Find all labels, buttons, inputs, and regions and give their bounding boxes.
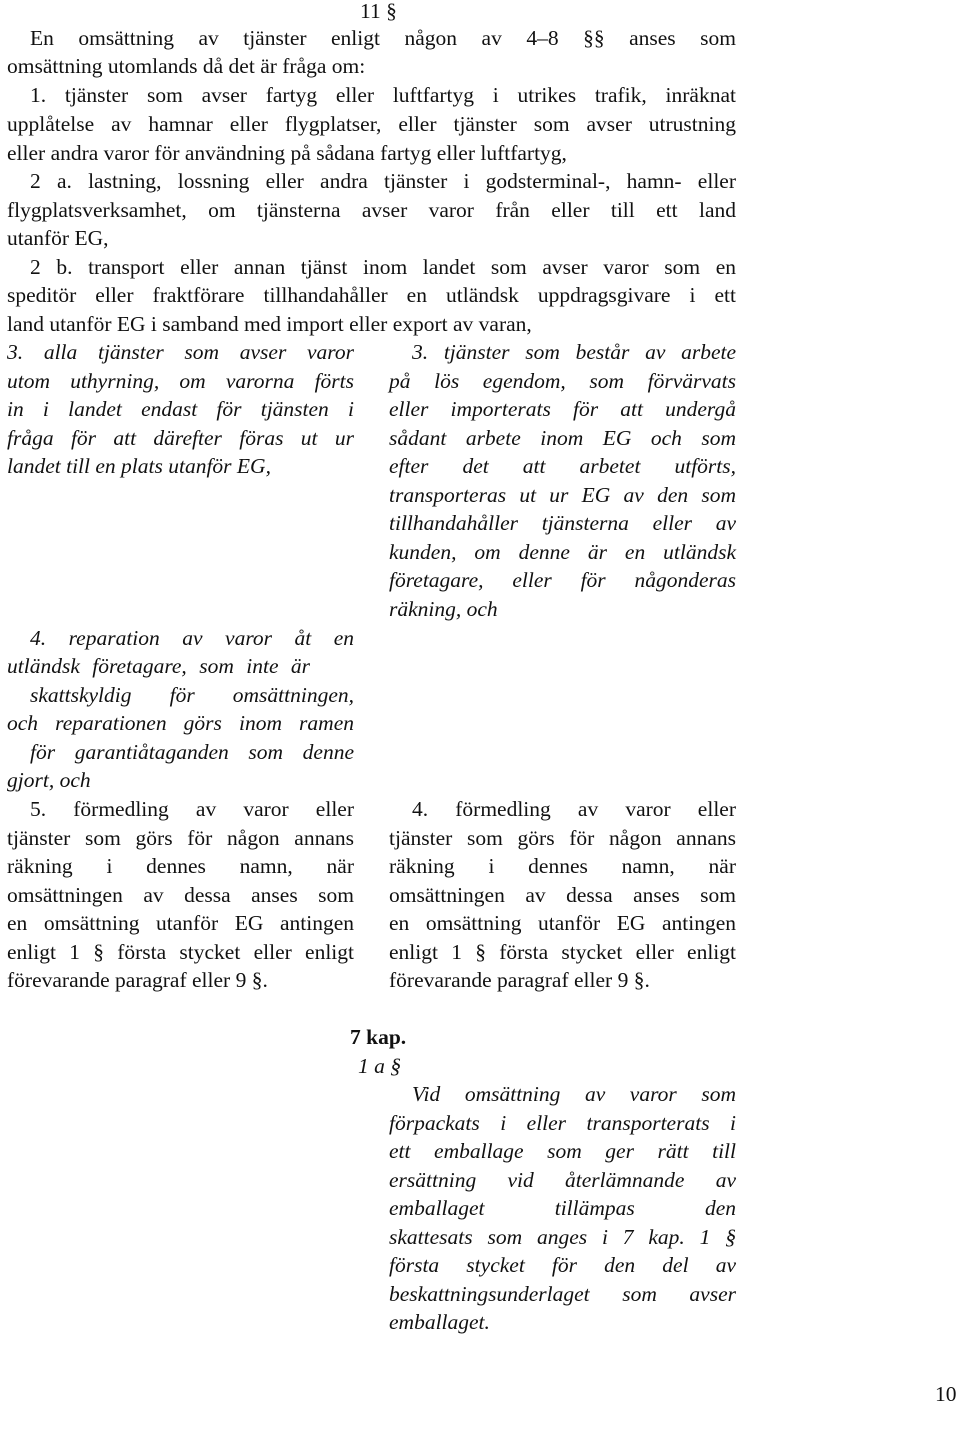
right-item-4-line: 4. förmedling av varor eller: [412, 797, 736, 821]
left-item-3-line: utom uthyrning, om varorna förts: [7, 369, 354, 393]
left-item-5-line: 5. förmedling av varor eller: [30, 797, 354, 821]
chapter-line: emballaget.: [389, 1310, 490, 1334]
intro-line-2: omsättning utomlands då det är fråga om:: [7, 54, 366, 78]
right-item-3-line: företagare, eller för någonderas: [389, 568, 736, 592]
left-item-3-line: fråga för att därefter föras ut ur: [7, 426, 354, 450]
left-item-4-line: för garantiåtaganden som denne: [30, 740, 354, 764]
left-item-3-line: in i landet endast för tjänsten i: [7, 397, 354, 421]
left-item-3-line: landet till en plats utanför EG,: [7, 454, 271, 478]
left-item-4-line: 4. reparation av varor åt en: [30, 626, 354, 650]
left-item-4-line: och reparationen görs inom ramen: [7, 711, 354, 735]
item-1-line-1: 1. tjänster som avser fartyg eller luftfartyg i utrikes trafik, inräknat: [30, 83, 736, 107]
chapter-line: första stycket för den del av: [389, 1253, 736, 1277]
chapter-line: ett emballage som ger rätt till: [389, 1139, 736, 1163]
item-2a-line-3: utanför EG,: [7, 226, 109, 250]
left-item-4-line: utländsk företagare, som inte är: [7, 654, 310, 678]
chapter-line: ersättning vid återlämnande av: [389, 1168, 736, 1192]
left-item-4-line: gjort, och: [7, 768, 91, 792]
left-item-5-line: enligt 1 § första stycket eller enligt: [7, 940, 354, 964]
left-item-5-line: omsättningen av dessa anses som: [7, 883, 354, 907]
item-1-line-3: eller andra varor för användning på sådana fartyg eller luftfartyg,: [7, 141, 567, 165]
chapter-line: emballaget tillämpas den: [389, 1196, 736, 1220]
chapter-line: förpackats i eller transporterats i: [389, 1111, 736, 1135]
item-2b-line-3: land utanför EG i samband med import eller export av varan,: [7, 312, 532, 336]
chapter-section: 1 a §: [358, 1054, 401, 1078]
item-2b-line-2: speditör eller fraktförare tillhandahåller en utländsk uppdragsgivare i ett: [7, 283, 736, 307]
intro-line-1: En omsättning av tjänster enligt någon av 4–8 §§ anses som: [30, 26, 736, 50]
right-item-3-line: sådant arbete inom EG och som: [389, 426, 736, 450]
right-item-4-line: tjänster som görs för någon annans: [389, 826, 736, 850]
item-2a-line-1: 2 a. lastning, lossning eller andra tjänster i godsterminal-, hamn- eller: [30, 169, 736, 193]
right-item-4-line: förevarande paragraf eller 9 §.: [389, 968, 650, 992]
right-item-3-line: 3. tjänster som består av arbete: [412, 340, 736, 364]
left-item-5-line: räkning i dennes namn, när: [7, 854, 354, 878]
item-2b-line-1: 2 b. transport eller annan tjänst inom landet som avser varor som en: [30, 255, 736, 279]
left-item-3-line: 3. alla tjänster som avser varor: [7, 340, 354, 364]
chapter-line: beskattningsunderlaget som avser: [389, 1282, 736, 1306]
left-item-4-line: skattskyldig för omsättningen,: [30, 683, 354, 707]
right-item-4-line: omsättningen av dessa anses som: [389, 883, 736, 907]
right-item-3-line: tillhandahåller tjänsterna eller av: [389, 511, 736, 535]
left-item-5-line: en omsättning utanför EG antingen: [7, 911, 354, 935]
left-item-5-line: tjänster som görs för någon annans: [7, 826, 354, 850]
right-item-4-line: en omsättning utanför EG antingen: [389, 911, 736, 935]
chapter-line: Vid omsättning av varor som: [412, 1082, 736, 1106]
right-item-4-line: räkning i dennes namn, när: [389, 854, 736, 878]
left-item-5-line: förevarande paragraf eller 9 §.: [7, 968, 268, 992]
right-item-3-line: efter det att arbetet utförts,: [389, 454, 736, 478]
page-number: 10: [935, 1382, 957, 1406]
section-number-11: 11 §: [360, 0, 397, 23]
item-2a-line-2: flygplatsverksamhet, om tjänsterna avser varor från eller till ett land: [7, 198, 736, 222]
item-1-line-2: upplåtelse av hamnar eller flygplatser, eller tjänster som avser utrustning: [7, 112, 736, 136]
right-item-3-line: kunden, om denne är en utländsk: [389, 540, 736, 564]
right-item-3-line: räkning, och: [389, 597, 498, 621]
right-item-3-line: transporteras ut ur EG av den som: [389, 483, 736, 507]
chapter-heading: 7 kap.: [350, 1025, 407, 1049]
right-item-3-line: eller importerats för att undergå: [389, 397, 736, 421]
chapter-line: skattesats som anges i 7 kap. 1 §: [389, 1225, 736, 1249]
right-item-4-line: enligt 1 § första stycket eller enligt: [389, 940, 736, 964]
right-item-3-line: på lös egendom, som förvärvats: [389, 369, 736, 393]
